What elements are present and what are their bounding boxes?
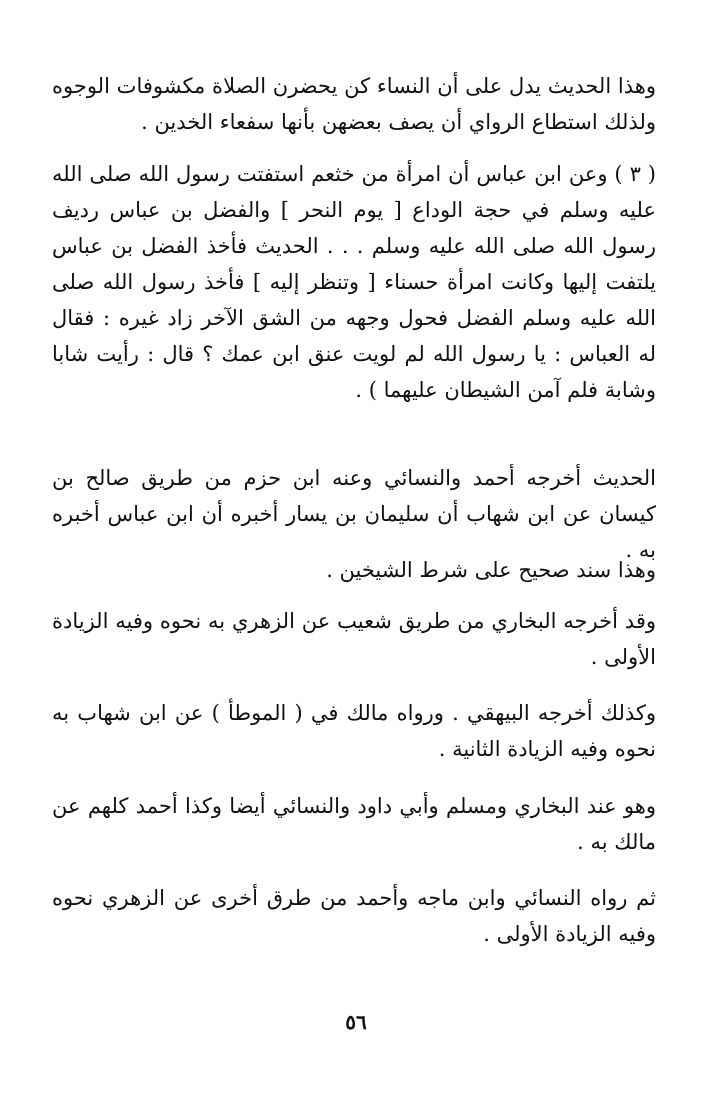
paragraph-7-block — [52, 788, 656, 860]
paragraph-6: وكذلك أخرجه البيهقي . ورواه مالك في ( الموطأ ) عن ابن شهاب به نحوه وفيه الزيادة الثانية . — [52, 701, 656, 761]
paragraph-5-block — [52, 603, 656, 675]
page-number: ٥٦ — [345, 1010, 367, 1034]
paragraph-7: وهو عند البخاري ومسلم وأبي داود والنسائي أيضا وكذا أحمد كلهم عن مالك به . — [52, 794, 656, 854]
paragraph-1: وهذا الحديث يدل على أن النساء كن يحضرن الصلاة مكشوفات الوجوه ولذلك استطاع الرواي أن يصف بعضهن بأنها سفعاء الخدين . — [52, 74, 656, 134]
paragraph-6-block — [52, 695, 656, 767]
paragraph-2: ( ٣ ) وعن ابن عباس أن امرأة من خثعم استفتت رسول الله صلى الله عليه وسلم في حجة الوداع [ يوم النحر ] والفضل بن عباس رديف رسول الله صلى الله عليه وسلم . . . الحديث فأخذ الفضل بن عباس يلتفت إليها وكانت امرأة حسناء [ وتنظر إليه ] فأخذ رسول الله صلى الله عليه وسلم الفضل فحول وجهه من الشق الآخر زاد غيره : فقال له العباس : يا رسول الله لم لويت عنق ابن عمك ؟ قال : رأيت شابا وشابة فلم آمن الشيطان عليهما ) . — [52, 162, 657, 402]
paragraph-8-block — [52, 880, 656, 952]
paragraph-2-block — [52, 156, 656, 408]
paragraph-4-block — [52, 552, 656, 588]
paragraph-3: الحديث أخرجه أحمد والنسائي وعنه ابن حزم من طريق صالح بن كيسان عن ابن شهاب أن سليمان بن يسار أخبره أن ابن عباس أخبره به . — [52, 466, 656, 562]
paragraph-1-block — [52, 68, 656, 140]
paragraph-8: ثم رواه النسائي وابن ماجه وأحمد من طرق أخرى عن الزهري نحوه وفيه الزيادة الأولى . — [52, 886, 656, 946]
paragraph-4: وهذا سند صحيح على شرط الشيخين . — [326, 558, 656, 582]
paragraph-5: وقد أخرجه البخاري من طريق شعيب عن الزهري به نحوه وفيه الزيادة الأولى . — [52, 609, 656, 669]
